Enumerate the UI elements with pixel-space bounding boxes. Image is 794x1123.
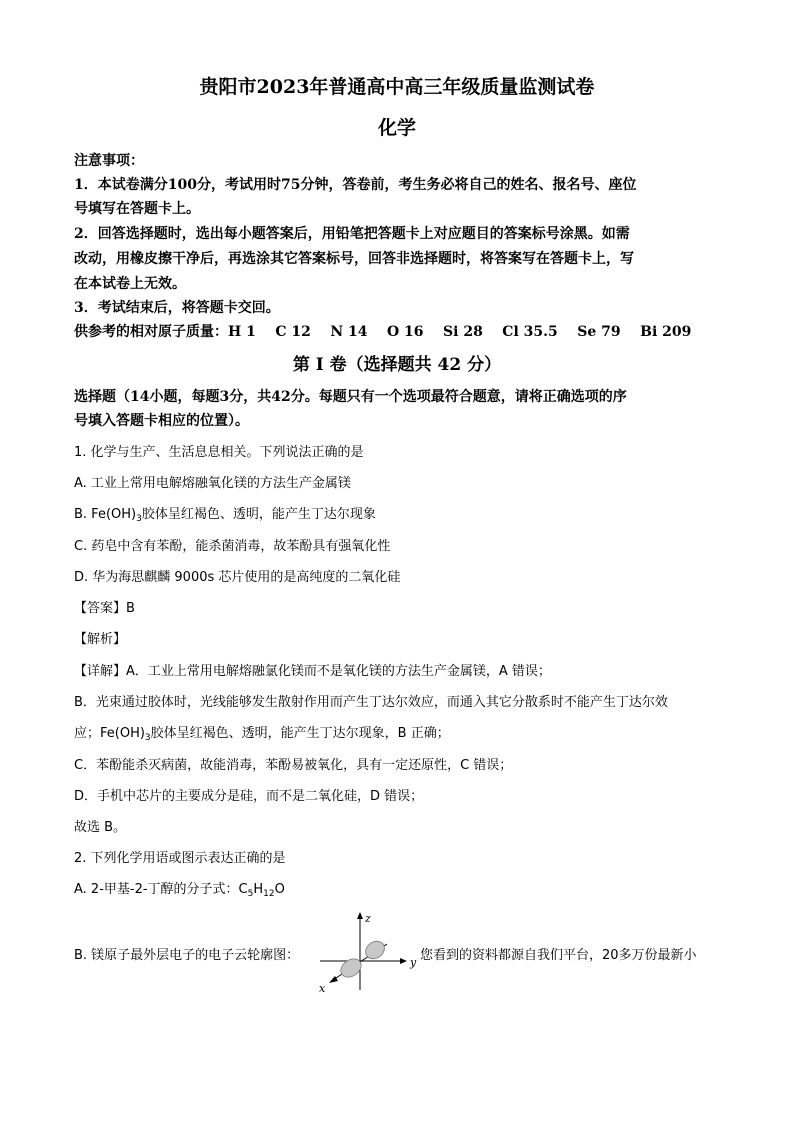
section-intro-line-1: 选择题（14小题，每题3分，共42分。每题只有一个选项最符合题意，请将正确选项的序 — [74, 389, 627, 405]
detail-b-formula: 应；Fe(OH) — [74, 726, 145, 741]
z-axis-arrow — [357, 912, 363, 919]
axis-label-y: y — [410, 956, 417, 969]
detail-b-subscript: 3 — [144, 733, 151, 743]
notice-item-2-line-1: 2．回答选择题时，选出每小题答案后，用铅笔把答题卡上对应题目的答案标号涂黑。如需 — [74, 226, 630, 242]
detail-b-text: 胶体呈红褐色、透明，能产生丁达尔现象，B 正确； — [150, 726, 450, 741]
q1-option-b-formula: B. Fe(OH) — [74, 507, 137, 522]
q1-detail-a — [74, 660, 551, 679]
notice-item-2-line-3: 在本试卷上无效。 — [74, 276, 186, 292]
q2-option-a — [74, 878, 285, 899]
q1-detail-d: D．手机中芯片的主要成分是硅，而不是二氧化硅，D 错误； — [74, 789, 424, 804]
q1-conclusion: 故选 B。 — [74, 820, 127, 835]
notice-item-1-line-2: 号填写在答题卡上。 — [74, 201, 200, 217]
notice-item-1-line-1: 1．本试卷满分100分，考试用时75分钟，答卷前，考生务必将自己的姓名、报名号、座位 — [74, 177, 637, 193]
q1-stem: 1. 化学与生产、生活息息相关。下列说法正确的是 — [74, 445, 364, 460]
axis-label-x: x — [319, 982, 326, 995]
detail-tag: 【详解】 — [74, 664, 127, 679]
axis-label-z: z — [365, 912, 371, 925]
q1-detail-c: C．苯酚能杀灭病菌，故能消毒，苯酚易被氧化，具有一定还原性，C 错误； — [74, 758, 513, 773]
q2-stem: 2. 下列化学用语或图示表达正确的是 — [74, 851, 286, 866]
orbital-lobe-lower — [337, 955, 364, 981]
y-axis-arrow — [400, 958, 407, 964]
atomic-mass-list: 供参考的相对原子质量：H 1 C 12 N 14 O 16 Si 28 Cl 35.5 Se 79 Bi 209 — [74, 324, 692, 340]
detail-a-text: A．工业上常用电解熔融氯化镁而不是氧化镁的方法生产金属镁，A 错误； — [126, 664, 551, 679]
section-intro-line-2: 号填入答题卡相应的位置）。 — [74, 413, 249, 429]
electron-cloud-diagram — [315, 910, 425, 995]
section-heading: 第 I 卷（选择题共 42 分） — [292, 355, 502, 375]
answer-value: B — [126, 601, 135, 616]
q1-option-d: D. 华为海思麒麟 9000s 芯片使用的是高纯度的二氧化硅 — [74, 570, 401, 585]
q1-option-b — [74, 503, 376, 524]
q1-option-b-subscript: 3 — [136, 514, 142, 524]
subject-title: 化学 — [377, 117, 416, 139]
q1-analysis-tag: 【解析】 — [74, 632, 127, 647]
answer-tag: 【答案】 — [74, 601, 127, 616]
q2-option-a-mid: H — [253, 882, 264, 897]
exam-title: 贵阳市2023年普通高中高三年级质量监测试卷 — [199, 76, 595, 98]
notice-item-2-line-2: 改动，用橡皮擦干净后，再选涂其它答案标号，回答非选择题时，将答案写在答题卡上，写 — [74, 251, 634, 267]
q1-detail-b-line-2 — [74, 722, 450, 743]
q2-option-a-sub-1: 5 — [247, 889, 254, 899]
q2-option-a-end: O — [274, 882, 285, 897]
q2-option-b-trailing-text: 您看到的资料都源自我们平台，20多万份最新小 — [420, 948, 697, 963]
q2-option-b: B. 镁原子最外层电子的电子云轮廓图： — [74, 948, 300, 963]
q2-option-a-sub-2: 12 — [263, 889, 275, 899]
q1-option-b-text: 胶体呈红褐色、透明，能产生丁达尔现象 — [141, 507, 376, 522]
q1-option-a: A. 工业上常用电解熔融氧化镁的方法生产金属镁 — [74, 476, 351, 491]
q1-answer — [74, 597, 135, 616]
notice-item-3: 3．考试结束后，将答题卡交回。 — [74, 300, 280, 316]
notice-heading: 注意事项： — [74, 153, 144, 169]
q1-option-c: C. 药皂中含有苯酚，能杀菌消毒，故苯酚具有强氧化性 — [74, 539, 391, 554]
q2-option-a-text: A. 2-甲基-2-丁醇的分子式：C — [74, 882, 248, 897]
orbital-lobe-upper — [362, 938, 388, 963]
q1-detail-b-line-1: B．光束通过胶体时，光线能够发生散射作用而产生丁达尔效应，而通入其它分散系时不能产生丁达尔效 — [74, 695, 668, 710]
